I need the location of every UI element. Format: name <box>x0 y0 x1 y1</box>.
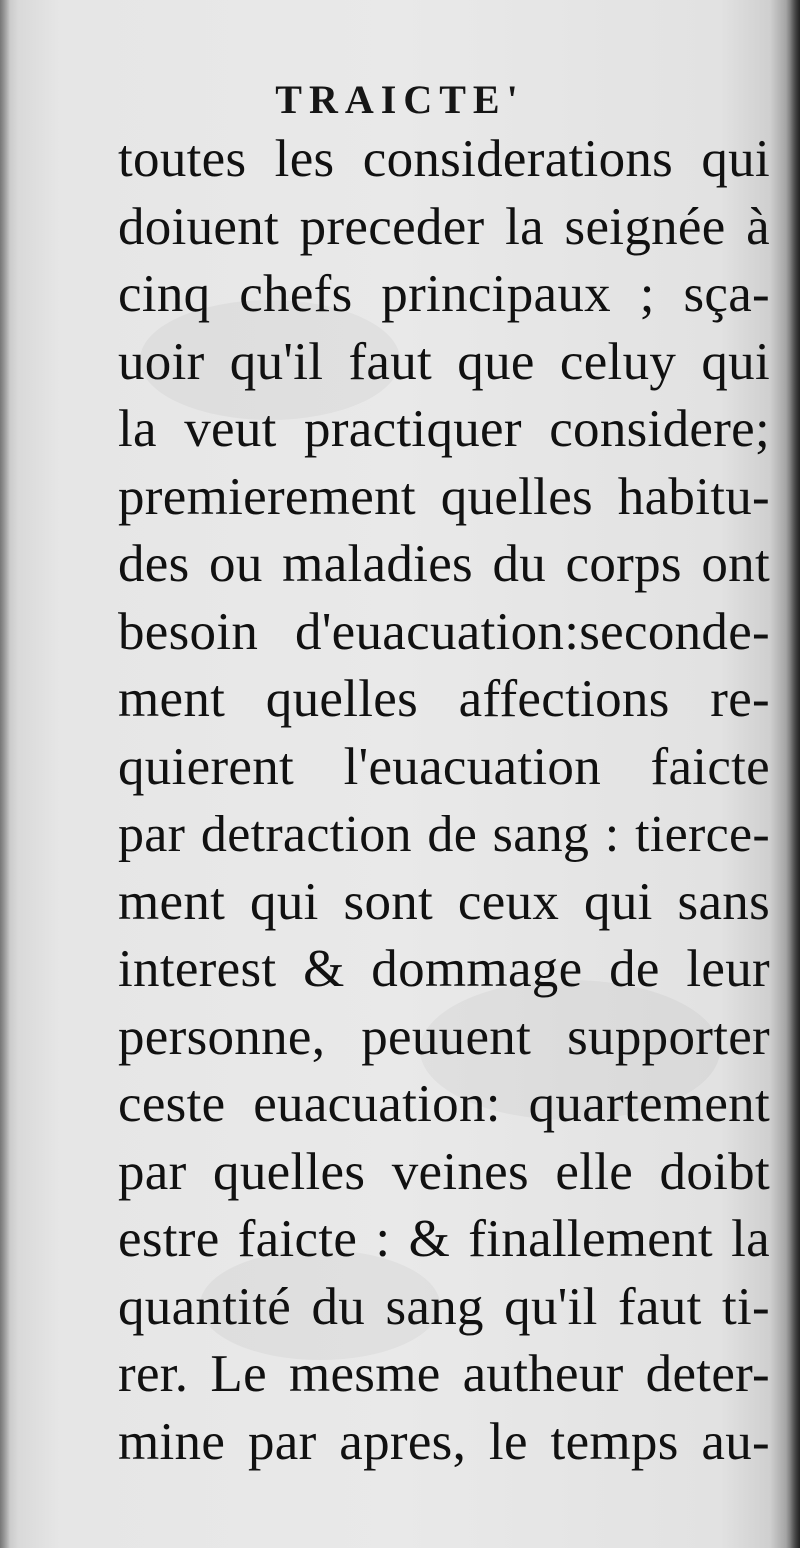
spine-shadow <box>786 0 800 1548</box>
text-line: personne, peuuent supporter <box>118 1007 770 1066</box>
text-line: ceste euacuation: quartement <box>118 1075 770 1133</box>
text-line: cinq chefs principaux ; sça- <box>118 265 770 323</box>
text-line: premierement quelles habitu- <box>118 467 770 526</box>
text-line: doiuent preceder la seignée à <box>118 197 770 256</box>
text-line: estre faicte : & finallement la <box>118 1210 770 1268</box>
text-line: quierent l'euacuation faicte <box>118 737 770 796</box>
text-line: uoir qu'il faut que celuy qui <box>118 332 770 391</box>
body-text <box>118 126 770 1476</box>
text-line: par quelles veines elle doibt <box>118 1142 770 1201</box>
text-line: quantité du sang qu'il faut ti- <box>118 1277 770 1336</box>
text-line: ment qui sont ceux qui sans <box>118 872 770 931</box>
page-left-edge <box>0 0 10 1548</box>
text-line: toutes les considerations qui <box>118 130 770 188</box>
text-line: des ou maladies du corps ont <box>118 535 770 593</box>
text-line: besoin d'euacuation:seconde- <box>118 602 770 661</box>
running-head: TRAICTE' <box>275 77 525 122</box>
text-line: rer. Le mesme autheur deter- <box>118 1345 770 1403</box>
text-line: la veut practiquer considere; <box>118 400 770 458</box>
text-line: par detraction de sang : tierce- <box>118 806 770 863</box>
text-line: ment quelles affections re- <box>118 670 770 728</box>
text-line: mine par apres, le temps au- <box>118 1412 770 1471</box>
text-line: interest & dommage de leur <box>118 940 770 998</box>
